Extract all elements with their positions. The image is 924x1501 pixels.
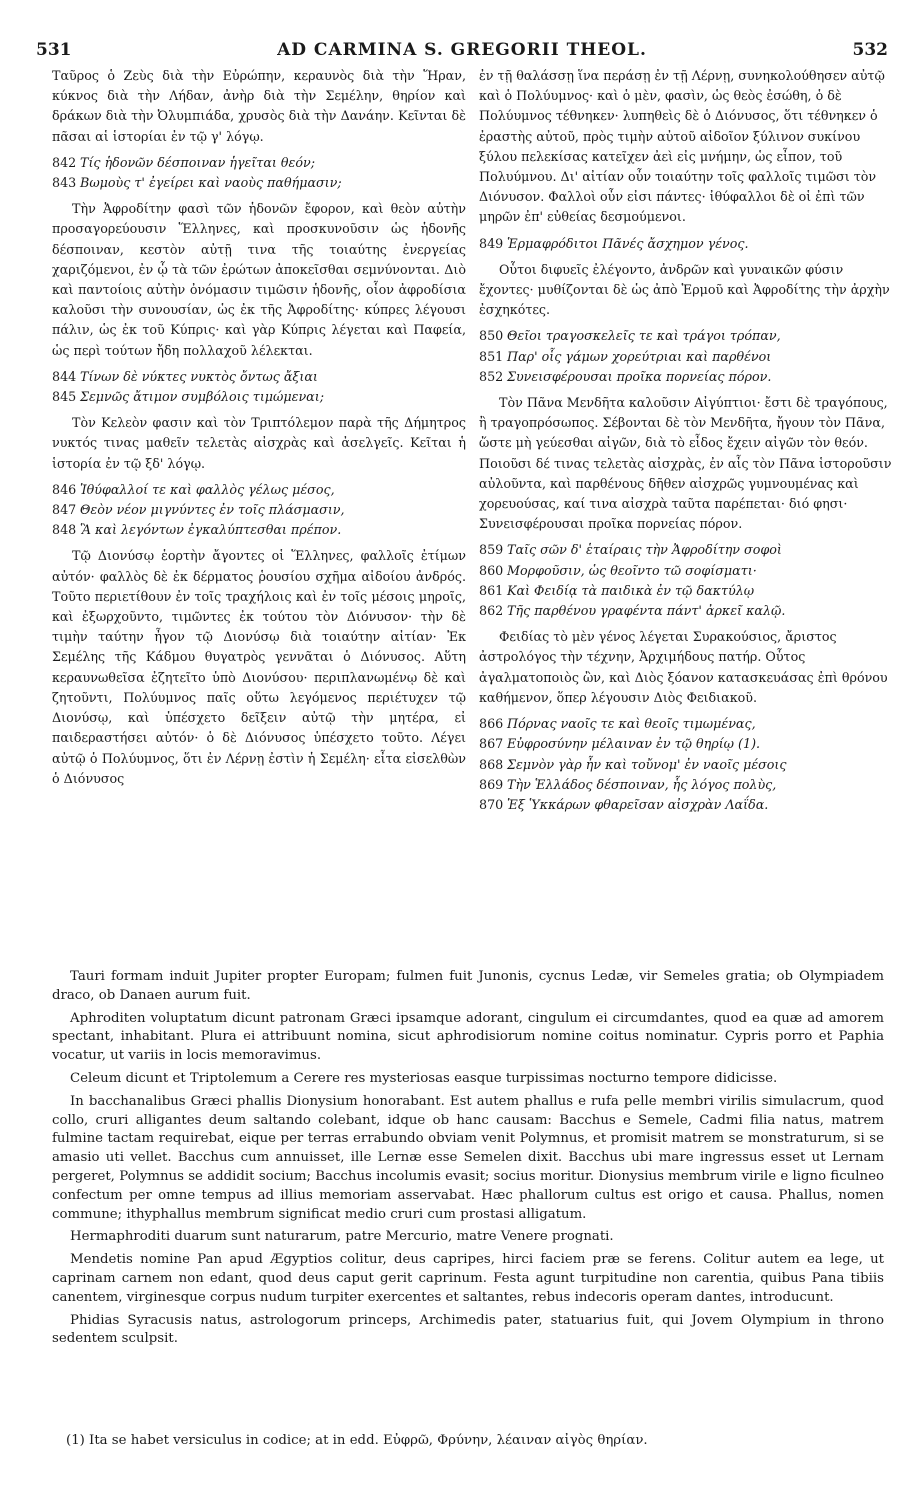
latin-paragraph: In bacchanalibus Græci phallis Dionysium honorabant. Est autem phallus e rufa pelle membri virilis simulacrum, quod collo, cruri alligantes deum saltando colebant, idque ob hanc causam: Bacchus e Semele, Cadmi filia natus, matrem fulmine tactam requirebat, eique per terras errabundo obviam venit Polymnus, et promisit matrem se monstraturum, si se amasio uti vellet. Bacchus cum annuisset, ille Lernæ esse Semelen dixit. Bacchus ubi mare ingressus esset ut Lernam pergeret, Polymnus se addidit socium; Bacchus incolumis evasit; socius moritur. Dionysius membrum virile e ligno ficulneo confectum per omne tempus ad illius memoriam asservabat. Hæc phallorum cultus est origo et causa. Phallus, nomen commune; ithyphallus membrum significat medio cruri cum prostasi alligatum.: [52, 1093, 884, 1222]
verse-group: [52, 153, 466, 193]
verse-text: Σεμνὸν γὰρ ἦν καὶ τοὔνομ' ἐν ναοῖς μέσοις: [507, 756, 787, 772]
verse-line: [479, 581, 893, 601]
verse-number: 845: [52, 389, 77, 405]
scholium-paragraph: Οὗτοι διφυεῖς ἐλέγοντο, ἀνδρῶν καὶ γυναικῶν φύσιν ἔχοντες· μυθίζονται δὲ ὡς ἀπὸ Ἑρμοῦ καὶ Ἀφροδίτης τὴν ἀρχὴν ἐσχηκότες.: [479, 261, 890, 318]
latin-paragraph: Celeum dicunt et Triptolemum a Cerere res mysteriosas easque turpissimas nocturno tempore didicisse.: [70, 1070, 778, 1086]
verse-text: Μορφοῦσιν, ὡς θεοῖντο τῶ σοφίσματι·: [507, 562, 757, 578]
running-title: AD CARMINA S. GREGORII THEOL.: [277, 40, 647, 60]
verse-line: [479, 734, 893, 754]
verse-group: [479, 714, 893, 815]
verse-number: 860: [479, 562, 504, 578]
scholium-paragraph: Τὸν Κελεὸν φασιν καὶ τὸν Τριπτόλεμον παρὰ τῆς Δήμητρος νυκτός τινας μαθεῖν τελετὰς αἰσχρὰς καὶ ἀσελγεῖς. Κεῖται ἡ ἱστορία ἐν τῷ ξδ' λόγῳ.: [52, 415, 466, 471]
scholium-paragraph: ἐν τῇ θαλάσσῃ ἵνα περάσῃ ἐν τῇ Λέρνῃ, συνηκολούθησεν αὐτῷ καὶ ὁ Πολύυμνος· καὶ ὁ μὲν, φασὶν, ὡς θεὸς ἐσώθη, ὁ δὲ Πολύυμνος τέθνηκεν· λυπηθεὶς δὲ ὁ Διόνυσος, ὅτι τέθνηκεν ὁ ἐραστὴς αὐτοῦ, πρὸς τιμὴν αὐτοῦ αἰδοῖον ξύλινον συκίνου ξύλου πελεκίσας κατεῖχεν ἀεὶ εἰς μνήμην, ὡς εἶπον, τοῦ Πολυύμνου. Δι' αἰτίαν οὖν τοιαύτην τοῖς φαλλοῖς τιμῶσι τὸν Διόνυσον. Φαλλοὶ οὖν εἰσι πάντες· ἰθύφαλλοι δὲ οἱ ἐπὶ τῶν μηρῶν ἐπ' εὐθείας δεσμούμενοι.: [479, 68, 885, 225]
verse-number: 866: [479, 716, 504, 732]
verse-text: Θεῖοι τραγοσκελεῖς τε καὶ τράγοι τρόπαν,: [507, 328, 781, 344]
verse-number: 861: [479, 582, 504, 598]
verse-text: Τὴν Ἑλλάδος δέσποιναν, ἧς λόγος πολὺς,: [507, 776, 777, 792]
verse-line: [479, 367, 893, 387]
verse-number: 852: [479, 368, 504, 384]
verse-line: [479, 561, 893, 581]
verse-text: Τίς ἡδονῶν δέσποιναν ἡγεῖται θεόν;: [80, 154, 315, 170]
verse-text: Καὶ Φειδίᾳ τὰ παιδικὰ ἐν τῷ δακτύλῳ: [507, 582, 755, 598]
verse-text: Εὐφροσύνην μέλαιναν ἐν τῷ θηρίῳ (1).: [507, 736, 761, 752]
verse-number: 862: [479, 603, 504, 619]
verse-line: [479, 795, 893, 815]
verse-number: 846: [52, 481, 77, 497]
verse-line: [479, 601, 893, 621]
verse-number: 859: [479, 542, 504, 558]
scholium-paragraph: Τὴν Ἀφροδίτην φασὶ τῶν ἡδονῶν ἔφορον, καὶ θεὸν αὐτὴν προσαγορεύουσιν Ἕλληνες, καὶ προσκυνοῦσιν ὡς ἡδονῆς δέσποιναν, κεστὸν αὐτῇ τινα τῆς τοιαύτης ἐνεργείας χαριζόμενοι, ἐν ᾧ τὰ τῶν ἐρώτων ἀποκεῖσθαι σεμνύνονται. Διὸ καὶ παντοίοις αὐτὴν ὀνόμασιν τιμῶσιν ἡδονῆς, οἷον ἀφροδίσια καλοῦσι τὴν συνουσίαν, ὡς ἐκ τῆς Ἀφροδίτης· κύπρες λέγουσι πάλιν, ὡς ἐκ τοῦ Κύπρις· καὶ γὰρ Κύπρις λέγεται καὶ Παφεία, ὡς περὶ τούτων ἤδη πολλαχοῦ λέλεκται.: [52, 201, 466, 358]
verse-line: [52, 153, 466, 173]
verse-text: Ταῖς σῶν δ' ἑταίραις τὴν Ἀφροδίτην σοφοὶ: [507, 542, 782, 558]
verse-text: Πόρνας ναοῖς τε καὶ θεοῖς τιμωμένας,: [507, 716, 756, 732]
scholium-paragraph: Φειδίας τὸ μὲν γένος λέγεται Συρακούσιος, ἄριστος ἀστρολόγος τὴν τέχνην, Ἀρχιμήδους πατήρ. Οὗτος ἀγαλματοποιὸς ὢν, καὶ Διὸς ξόανον κατασκευάσας ἐπὶ θρόνου καθήμενον, ὅπερ λέγουσιν Διὸς Φειδιακοῦ.: [479, 629, 888, 705]
latin-paragraph: Aphroditen voluptatum dicunt patronam Græci ipsamque adorant, cingulum ei circumdantes, quod ea quæ ad amorem spectant, inhabitant. Plura ei attribuunt nomina, sicut aphrodisiorum nomine coitus nominatur. Cypris porro et Paphia vocatur, ut variis in locis memoravimus.: [52, 1010, 884, 1064]
verse-number: 842: [52, 154, 77, 170]
latin-translation: [52, 968, 884, 1353]
scholium-paragraph: Τῷ Διονύσῳ ἑορτὴν ἄγοντες οἱ Ἕλληνες, φαλλοῖς ἐτίμων αὐτόν· φαλλὸς δὲ ἐκ δέρματος ῥουσίου σχῆμα αἰδοίου ἀνδρός. Τοῦτο περιετίθουν ἐν τοῖς τραχήλοις καὶ ἐν τοῖς μέσοις μηροῖς, καὶ ἐξωρχοῦντο, τιμῶντες ἐκ τούτου τὸν Διόνυσον· τὴν δὲ τιμὴν ταύτην ἦγον τῷ Διονύσῳ διὰ τοιαύτην αἰτίαν· Ἐκ Σεμέλης τῆς Κάδμου θυγατρὸς γεννᾶται ὁ Διόνυσος. Αὕτη κεραυνωθεῖσα ἐζητεῖτο ὑπὸ Διονύσου· περιπλανωμένῳ δὲ καὶ ζητοῦντι, Πολύυμνος παῖς οὕτω λεγόμενος περιέτυχεν τῷ Διονύσῳ, καὶ ὑπέσχετο δεῖξειν αὐτῷ τὴν μητέρα, εἰ παιδεραστήσει αὐτόν· ὁ δὲ Διόνυσος ὑπέσχετο τοῦτο. Λέγει αὐτῷ ὁ Πολύυμνος, ὅτι ἐν Λέρνῃ ἐστὶν ἡ Σεμέλη· εἶτα εἰσελθὼν ὁ Διόνυσος: [52, 548, 466, 786]
page-header: [36, 40, 888, 66]
verse-line: [52, 520, 466, 540]
verse-text: Συνεισφέρουσαι προῖκα πορνείας πόρον.: [507, 368, 772, 384]
right-column: [479, 66, 893, 821]
verse-line: [52, 367, 466, 387]
page-number-left: 531: [36, 40, 72, 60]
verse-number: 849: [479, 235, 504, 251]
verse-line: [52, 500, 466, 520]
footnote-text: (1) Ita se habet versiculus in codice; at in edd. Εὐφρῶ, Φρύνην, λέαιναν αἰγὸς θηρίαν.: [66, 1433, 648, 1448]
verse-text: Ἐξ Ὑκκάρων φθαρεῖσαν αἰσχρὰν Λαΐδα.: [507, 796, 769, 812]
verse-number: 850: [479, 328, 504, 344]
verse-text: Ἃ καὶ λεγόντων ἐγκαλύπτεσθαι πρέπον.: [80, 522, 342, 538]
verse-line: [52, 480, 466, 500]
verse-group: [479, 234, 893, 254]
verse-group: [52, 367, 466, 407]
verse-text: Ἰθύφαλλοί τε καὶ φαλλὸς γέλως μέσος,: [80, 481, 335, 497]
latin-paragraph: Mendetis nomine Pan apud Ægyptios colitur, deus capripes, hirci faciem præ se ferens. Colitur autem ea lege, ut caprinam carnem non edant, quod deus caput gerit caprinum. Festa agunt turpitudine non carentia, quibus Pana tibiis canentem, virginesque corpus nudum turpiter exercentes et saltantes, rebus indecoris operam dantes, introducunt.: [52, 1252, 884, 1305]
verse-number: 848: [52, 522, 77, 538]
verse-number: 868: [479, 756, 504, 772]
verse-group: [479, 326, 893, 387]
page-number-right: 532: [852, 40, 888, 60]
verse-number: 851: [479, 348, 504, 364]
verse-number: 867: [479, 736, 504, 752]
verse-group: [479, 540, 893, 621]
verse-line: [479, 755, 893, 775]
verse-number: 869: [479, 776, 504, 792]
verse-number: 844: [52, 368, 77, 384]
latin-paragraph: Tauri formam induit Jupiter propter Europam; fulmen fuit Junonis, cycnus Ledæ, vir Semeles gratia; ob Olympiadem draco, ob Danaen aurum fuit.: [52, 969, 884, 1003]
verse-number: 843: [52, 175, 77, 191]
verse-number: 847: [52, 502, 77, 518]
verse-text: Ἑρμαφρόδιτοι Πᾶνές ἄσχημον γένος.: [507, 235, 749, 251]
scholium-paragraph: Ταῦρος ὁ Ζεὺς διὰ τὴν Εὐρώπην, κεραυνὸς διὰ τὴν Ἥραν, κύκνος διὰ τὴν Λήδαν, ἀνὴρ διὰ τὴν Σεμέλην, θηρίον καὶ δράκων διὰ τὴν Ὀλυμπιάδα, χρυσὸς διὰ τὴν Δανάην. Κεῖνται δὲ πᾶσαι αἱ ἱστορίαι ἐν τῷ γ' λόγῳ.: [52, 68, 466, 144]
left-column: [52, 66, 466, 791]
verse-text: Βωμοὺς τ' ἐγείρει καὶ ναοὺς παθήμασιν;: [80, 175, 342, 191]
latin-paragraph: Phidias Syracusis natus, astrologorum princeps, Archimedis pater, statuarius fuit, qui Jovem Olympium in throno sedentem sculpsit.: [52, 1312, 884, 1347]
verse-text: Σεμνῶς ἄτιμον συμβόλοις τιμώμεναι;: [80, 389, 324, 405]
latin-paragraph: Hermaphroditi duarum sunt naturarum, patre Mercurio, matre Venere prognati.: [70, 1229, 614, 1245]
verse-line: [479, 540, 893, 560]
verse-line: [52, 173, 466, 193]
verse-line: [479, 775, 893, 795]
verse-text: Θεὸν νέον μιγνύντες ἐν τοῖς πλάσμασιν,: [80, 502, 345, 518]
verse-text: Παρ' οἷς γάμων χορεύτριαι καὶ παρθένοι: [507, 348, 772, 364]
verse-line: [479, 234, 893, 254]
scholium-paragraph: Τὸν Πᾶνα Μενδῆτα καλοῦσιν Αἰγύπτιοι· ἔστι δὲ τραγόπους, ἢ τραγοπρόσωπος. Σέβονται δὲ τὸν Μενδῆτα, ἤγουν τὸν Πᾶνα, ὥστε μὴ γεύεσθαι αἰγῶν, διὰ τὸ εἶδος ἔχειν αἰγῶν τὸν θεόν. Ποιοῦσι δέ τινας τελετὰς αἰσχρὰς, ἐν αἷς τὸν Πᾶνα ἱστοροῦσιν αὐλοῦντα, καὶ παρθένους δῆθεν αἰσχρῶς γυμνουμένας καὶ χορευούσας, καί τινα αἰσχρὰ ταῦτα παρέπεται· διό φησι· Συνεισφέρουσαι προῖκα πορνείας πόρον.: [479, 395, 892, 532]
footnote: [52, 1432, 884, 1450]
verse-text: Τῆς παρθένου γραφέντα πάντ' ἀρκεῖ καλῷ.: [507, 603, 786, 619]
verse-line: [52, 387, 466, 407]
verse-line: [479, 347, 893, 367]
verse-number: 870: [479, 796, 504, 812]
verse-line: [479, 326, 893, 346]
verse-group: [52, 480, 466, 541]
verse-line: [479, 714, 893, 734]
verse-text: Τίνων δὲ νύκτες νυκτὸς ὄντως ἄξιαι: [80, 368, 318, 384]
